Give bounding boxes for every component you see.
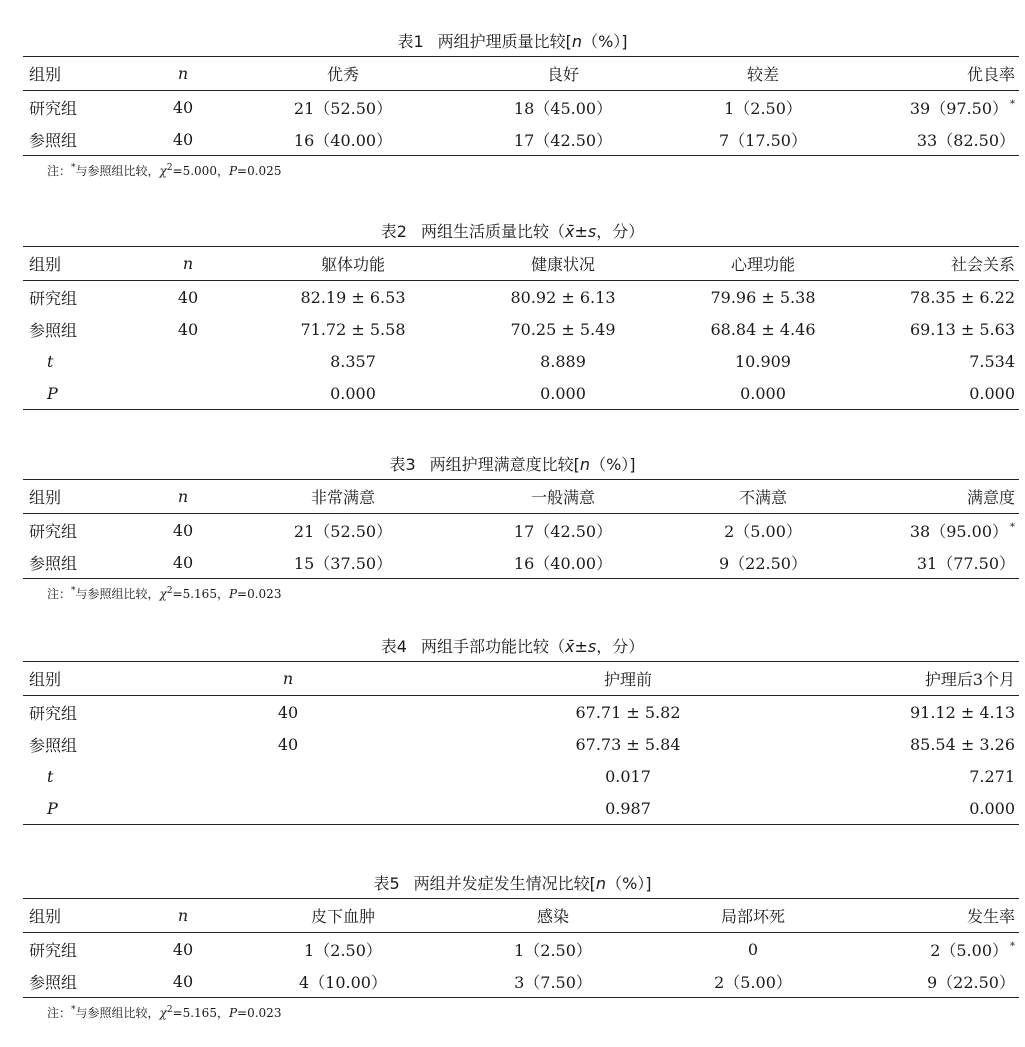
note-chi-value: =5.165， [172,1006,229,1020]
table-cell: 参照组 [29,320,78,340]
table-cell: 40 [172,552,194,572]
header-cell: 不满意 [738,488,787,507]
header-cell: 组别 [29,907,62,926]
table-cell: 7.534 [969,351,1015,371]
significance-star: * [1010,522,1015,534]
table-cell: 33（82.50） [916,130,1015,150]
table-header-row [23,57,1019,91]
header-cell: 组别 [29,65,62,84]
header-cell: 皮下血肿 [310,907,375,926]
table-cell: 1（2.50） [304,940,382,960]
table-cell: 40 [172,971,194,991]
table-cell: 参照组 [29,735,78,755]
table-cell: 8.357 [330,351,376,371]
table-cell: 18（45.00） [513,98,613,118]
table-cell: 7（17.50） [719,130,807,150]
table-cell: 2（5.00） [714,972,792,992]
note-star: * [71,586,76,596]
note-chi: χ [159,164,167,178]
table-row [23,514,1019,547]
table-cell: 2（5.00） [724,521,802,541]
table-2 [23,246,1019,410]
note-p-value: =0.025 [237,164,282,178]
header-cell: 局部坏死 [720,907,785,926]
table-cell: 69.13 ± 5.63 [909,319,1015,339]
table-cell: 70.25 ± 5.49 [510,319,616,339]
table-3-note [47,579,1025,603]
table-row [23,313,1019,345]
header-cell: 优秀 [326,65,359,84]
table-cell: P [47,798,58,818]
significance-star: * [1010,941,1015,953]
table-cell: 17（42.50） [513,521,613,541]
table-cell: 参照组 [29,130,78,150]
note-chi: χ [159,1006,167,1020]
header-cell: 非常满意 [310,488,375,507]
table-1-caption [0,28,1025,56]
table-cell: 67.73 ± 5.84 [575,734,681,754]
table-cell: 21（52.50） [293,98,393,118]
table-3-block [0,451,1025,603]
table-number: 表2 [380,222,407,241]
table-cell: 0.000 [540,383,586,403]
table-header-row [23,899,1019,933]
header-cell: 一般满意 [530,488,595,507]
note-chi-sup: 2 [166,163,173,173]
table-row [23,728,1019,760]
table-3-caption [0,451,1025,479]
table-cell: 16（40.00） [293,130,393,150]
table-row [23,933,1019,966]
note-star: * [71,163,76,173]
table-cell [183,792,393,825]
table-cell: 40 [177,319,199,339]
header-cell: 满意度 [966,488,1015,507]
caption-text: 两组生活质量比较（ [420,222,565,241]
table-cell: 4（10.00） [299,972,387,992]
table-cell: 40 [172,520,194,540]
table-cell: 0 [747,939,759,959]
table-cell: 85.54 ± 3.26 [909,734,1015,754]
table-row [23,546,1019,579]
table-cell: 71.72 ± 5.58 [300,319,406,339]
table-cell-starred [853,514,1019,547]
table-cell-starred [853,933,1019,966]
table-4-block [0,633,1025,825]
table-row-stat [23,760,1019,792]
table-number: 表1 [397,32,424,51]
table-row-stat [23,345,1019,377]
table-cell: 9（22.50） [719,553,807,573]
table-1-block [0,28,1025,180]
table-cell: 67.71 ± 5.82 [575,702,681,722]
table-header-row [23,247,1019,281]
table-cell-starred [853,91,1019,124]
note-p: P [228,1006,238,1020]
table-cell: 1（2.50） [724,98,802,118]
header-cell: 心理功能 [730,255,795,274]
note-prefix: 注： [47,1006,72,1020]
table-header-row [23,480,1019,514]
table-row [23,123,1019,156]
table-cell: 68.84 ± 4.46 [710,319,816,339]
note-p: P [228,164,238,178]
header-cell: 组别 [29,488,62,507]
header-cell: 健康状况 [530,255,595,274]
note-text: 与参照组比较， [75,587,160,601]
table-cell: 1（2.50） [514,940,592,960]
table-cell: 0.987 [605,798,651,818]
table-cell: 9（22.50） [927,972,1015,992]
table-number: 表4 [380,637,407,656]
caption-text: 两组护理质量比较[ [437,32,572,51]
table-cell [183,760,393,792]
table-cell: 参照组 [29,553,78,573]
caption-text: 两组并发症发生情况比较[ [413,874,596,893]
table-cell: 0.000 [969,383,1015,403]
table-cell: 15（37.50） [293,553,393,573]
table-row [23,965,1019,998]
header-cell: 较差 [746,65,779,84]
caption-math: x̄±s [564,637,597,656]
header-cell: n [177,906,189,925]
note-text: 与参照组比较， [75,1006,160,1020]
table-cell: 3（7.50） [514,972,592,992]
table-cell: 8.889 [540,351,586,371]
table-4 [23,661,1019,825]
table-cell: 研究组 [29,98,78,118]
table-cell: 10.909 [735,351,791,371]
note-star: * [71,1005,76,1015]
cell-value: 39（97.50） [909,98,1008,118]
cell-value: 38（95.00） [909,521,1008,541]
table-cell: 参照组 [29,972,78,992]
header-cell: 组别 [29,255,62,274]
table-cell: 79.96 ± 5.38 [710,287,816,307]
header-cell: 护理前 [603,670,652,689]
header-cell: 躯体功能 [320,255,385,274]
table-row [23,696,1019,729]
header-cell: 优良率 [966,65,1015,84]
table-cell: 研究组 [29,288,78,308]
caption-math: x̄±s [564,222,597,241]
table-cell [133,377,243,410]
header-cell: n [182,254,194,273]
caption-tail: （%）] [590,455,636,474]
table-cell: 40 [172,939,194,959]
note-prefix: 注： [47,164,72,178]
caption-tail: ，分） [596,222,645,241]
note-p-value: =0.023 [237,587,282,601]
table-cell: 17（42.50） [513,130,613,150]
table-cell: 研究组 [29,521,78,541]
table-cell: 40 [177,287,199,307]
table-5 [23,898,1019,998]
table-cell: 21（52.50） [293,521,393,541]
header-cell: n [177,64,189,83]
caption-n: n [579,455,591,474]
table-cell: 0.000 [330,383,376,403]
caption-n: n [571,32,583,51]
table-header-row [23,662,1019,696]
table-cell: 研究组 [29,703,78,723]
table-row-stat [23,792,1019,825]
table-row [23,281,1019,314]
table-cell [133,345,243,377]
table-cell: t [47,351,54,371]
caption-text: 两组手部功能比较（ [420,637,565,656]
caption-text: 两组护理满意度比较[ [429,455,580,474]
table-cell: 82.19 ± 6.53 [300,287,406,307]
note-chi: χ [159,587,167,601]
header-cell: n [282,669,294,688]
table-cell: P [47,383,58,403]
significance-star: * [1010,99,1015,111]
caption-tail: ，分） [596,637,645,656]
caption-tail: （%）] [582,32,628,51]
table-5-note [47,998,1025,1022]
table-cell: 40 [277,734,299,754]
header-cell: 感染 [536,907,569,926]
table-number: 表5 [373,874,400,893]
note-p-value: =0.023 [237,1006,282,1020]
table-row-stat [23,377,1019,410]
note-text: 与参照组比较， [75,164,160,178]
cell-value: 2（5.00） [930,940,1008,960]
table-5-block [0,870,1025,1022]
header-cell: 组别 [29,670,62,689]
header-cell: 社会关系 [950,255,1015,274]
table-5-caption [0,870,1025,898]
header-cell: 发生率 [966,907,1015,926]
table-cell: t [47,766,54,786]
caption-tail: （%）] [606,874,652,893]
table-cell: 80.92 ± 6.13 [510,287,616,307]
table-cell: 7.271 [969,766,1015,786]
note-chi-sup: 2 [166,586,173,596]
table-3 [23,479,1019,579]
table-cell: 0.017 [605,766,651,786]
table-cell: 0.000 [740,383,786,403]
header-cell: 良好 [546,65,579,84]
table-cell: 78.35 ± 6.22 [909,287,1015,307]
header-cell: 护理后3个月 [924,670,1015,689]
table-cell: 40 [172,129,194,149]
table-2-caption [0,218,1025,246]
note-chi-sup: 2 [166,1005,173,1015]
table-1 [23,56,1019,156]
table-cell: 研究组 [29,940,78,960]
note-prefix: 注： [47,587,72,601]
table-cell: 40 [277,702,299,722]
table-4-caption [0,633,1025,661]
table-number: 表3 [389,455,416,474]
table-cell: 40 [172,97,194,117]
table-1-note [47,156,1025,180]
note-chi-value: =5.165， [172,587,229,601]
table-cell: 31（77.50） [916,553,1015,573]
note-chi-value: =5.000， [172,164,229,178]
table-row [23,91,1019,124]
table-cell: 0.000 [969,798,1015,818]
table-cell: 91.12 ± 4.13 [909,702,1015,722]
table-cell: 16（40.00） [513,553,613,573]
note-p: P [228,587,238,601]
caption-n: n [595,874,607,893]
table-2-block [0,218,1025,410]
header-cell: n [177,487,189,506]
